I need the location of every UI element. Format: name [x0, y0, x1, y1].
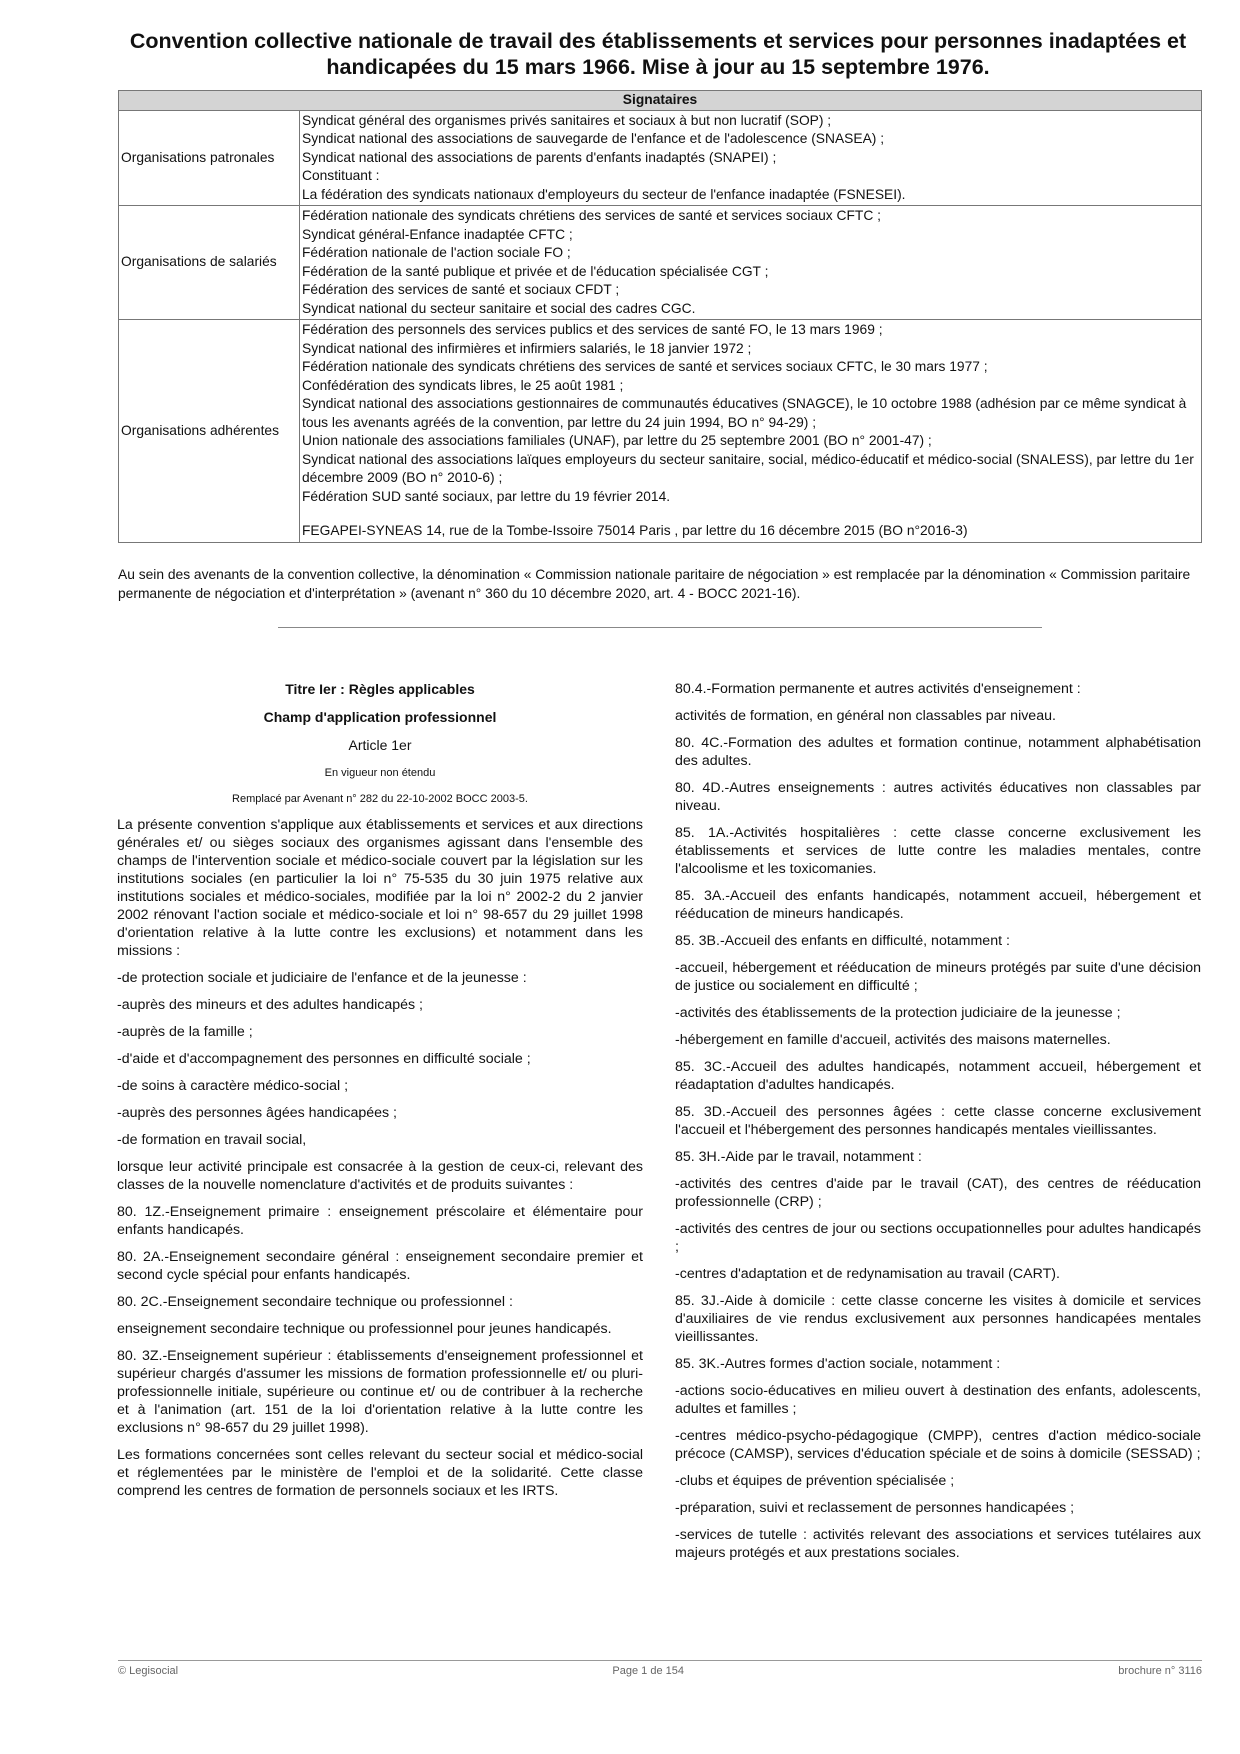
paragraph: 80. 3Z.-Enseignement supérieur : établissements d'enseignement professionnel et supérieur chargés d'assumer les missions de formation professionnelle et/ ou pluri-professionnelle initiale, supérieure ou continue et/ ou de contribuer à la recherche et à l'animation (art. 151 de la loi d'orientation relative à la lutte contre les exclusions n° 98-657 du 29 juillet 1998).	[117, 1348, 643, 1436]
paragraph: -activités des centres d'aide par le travail (CAT), des centres de rééducation professionnelle (CRP) ;	[675, 1176, 1201, 1210]
paragraph: -centres médico-psycho-pédagogique (CMPP), centres d'action médico-sociale précoce (CAMSP), services d'éducation spéciale et de soins à domicile (SESSAD) ;	[675, 1428, 1201, 1462]
role-cell: Organisations de salariés	[119, 206, 300, 320]
footer-brochure: brochure n° 3116	[1118, 1665, 1202, 1677]
page-footer	[118, 1660, 1202, 1677]
list-item: Syndicat national des associations de parents d'enfants inadaptés (SNAPEI) ;	[302, 149, 777, 165]
paragraph: -de protection sociale et judiciaire de l'enfance et de la jeunesse :	[117, 970, 527, 986]
paragraph: 85. 3B.-Accueil des enfants en difficulté, notamment :	[675, 933, 1010, 949]
paragraph: 80. 1Z.-Enseignement primaire : enseignement préscolaire et élémentaire pour enfants handicapés.	[117, 1204, 643, 1238]
footer-page-number: Page 1 de 154	[612, 1665, 684, 1677]
list-item: Fédération nationale de l'action sociale FO ;	[302, 245, 571, 260]
signataires-header: Signataires	[119, 91, 1202, 111]
paragraph: 85. 3A.-Accueil des enfants handicapés, notamment accueil, hébergement et rééducation de mineurs handicapés.	[675, 888, 1201, 922]
signatories-list	[300, 206, 1202, 320]
paragraph: Les formations concernées sont celles relevant du secteur social et médico-social et réglementées par le ministère de l'emploi et de la solidarité. Cette classe comprend les centres de formation de personnels sociaux et les IRTS.	[117, 1447, 643, 1499]
article-replaced-note: Remplacé par Avenant n° 282 du 22-10-2002 BOCC 2003-5.	[232, 793, 528, 805]
note-paragraph: Au sein des avenants de la convention collective, la dénomination « Commission nationale paritaire de négociation » est remplacée par la dénomination « Commission paritaire permanente de négociation et d'interprétation » (avenant n° 360 du 10 décembre 2020, art. 4 - BOCC 2021-16).	[118, 567, 1191, 601]
paragraph: -de formation en travail social,	[117, 1132, 307, 1148]
paragraph: -hébergement en famille d'accueil, activités des maisons maternelles.	[675, 1032, 1111, 1048]
paragraph: La présente convention s'applique aux établissements et services et aux directions générales et/ ou sièges sociaux des organismes agissant dans l'ensemble des champs de l'intervention sociale et médico-sociale couvert par la législation sur les institutions sociales (en particulier la loi n° 75-535 du 30 juin 1975 relative aux institutions sociales et médico-sociales, modifiée par la loi n° 2002-2 du 2 janvier 2002 rénovant l'action sociale et médico-sociale et loi n° 98-657 du 29 juillet 1998 d'orientation relative à la lutte contre les exclusions) et notamment dans les missions :	[117, 817, 643, 959]
paragraph: activités de formation, en général non classables par niveau.	[675, 708, 1056, 724]
list-item: Fédération de la santé publique et privée et de l'éducation spécialisée CGT ;	[302, 263, 769, 279]
paragraph: -préparation, suivi et reclassement de personnes handicapées ;	[675, 1500, 1075, 1516]
paragraph: -de soins à caractère médico-social ;	[117, 1078, 349, 1094]
list-item: Syndicat général-Enfance inadaptée CFTC ;	[302, 226, 573, 242]
paragraph: -accueil, hébergement et rééducation de mineurs protégés par suite d'une décision de justice ou socialement en difficulté ;	[675, 960, 1201, 994]
list-item: Constituant :	[302, 168, 380, 183]
signatories-list	[300, 110, 1202, 206]
paragraph: lorsque leur activité principale est consacrée à la gestion de ceux-ci, relevant des classes de la nouvelle nomenclature d'activités et de produits suivantes :	[117, 1159, 643, 1193]
paragraph: -auprès des mineurs et des adultes handicapés ;	[117, 997, 424, 1013]
paragraph: -d'aide et d'accompagnement des personnes en difficulté sociale ;	[117, 1051, 531, 1067]
list-item: Fédération nationale des syndicats chrétiens des services de santé et services sociaux CFTC ;	[302, 208, 881, 223]
paragraph: 85. 3C.-Accueil des adultes handicapés, notamment accueil, hébergement et réadaptation d'adultes handicapés.	[675, 1059, 1201, 1093]
list-item: Fédération des services de santé et sociaux CFDT ;	[302, 282, 620, 297]
list-item: Fédération des personnels des services publics et des services de santé FO, le 13 mars 1969 ;	[302, 322, 883, 337]
paragraph: -activités des établissements de la protection judiciaire de la jeunesse ;	[675, 1005, 1121, 1021]
divider	[278, 627, 1042, 628]
signataires-table	[118, 90, 1202, 543]
paragraph: -services de tutelle : activités relevant des associations et services tutélaires aux majeurs protégés et aux prestations sociales.	[675, 1527, 1201, 1561]
paragraph: 85. 1A.-Activités hospitalières : cette classe concerne exclusivement les établissements et services de lutte contre les maladies mentales, contre l'alcoolisme et les toxicomanies.	[675, 825, 1201, 877]
paragraph: 85. 3J.-Aide à domicile : cette classe concerne les visites à domicile et services d'auxiliaires de vie rendus exclusivement aux personnes handicapées mentales vieillissantes.	[675, 1293, 1201, 1345]
paragraph: 80. 2C.-Enseignement secondaire technique ou professionnel :	[117, 1294, 513, 1310]
paragraph: enseignement secondaire technique ou professionnel pour jeunes handicapés.	[117, 1321, 612, 1337]
paragraph: 80.4.-Formation permanente et autres activités d'enseignement :	[675, 681, 1081, 697]
article-heading: Article 1er	[348, 737, 412, 753]
list-item: Confédération des syndicats libres, le 25 août 1981 ;	[302, 377, 624, 393]
document-title: Convention collective nationale de travail des établissements et services pour personnes inadaptées et handicapées du 15 mars 1966. Mise à jour au 15 septembre 1976.	[129, 29, 1187, 79]
section-title: Titre Ier : Règles applicables	[285, 681, 475, 697]
list-item: Fédération nationale des syndicats chrétiens des services de santé et services sociaux CFTC, le 30 mars 1977 ;	[302, 359, 988, 374]
role-cell: Organisations adhérentes	[119, 320, 300, 543]
role-cell: Organisations patronales	[119, 110, 300, 206]
paragraph: -activités des centres de jour ou sections occupationnelles pour adultes handicapés ;	[675, 1221, 1201, 1255]
paragraph: 85. 3K.-Autres formes d'action sociale, notamment :	[675, 1356, 1001, 1372]
paragraph: -auprès de la famille ;	[117, 1024, 253, 1040]
signatories-list	[300, 320, 1202, 543]
paragraph: 80. 4C.-Formation des adultes et formation continue, notamment alphabétisation des adultes.	[675, 735, 1201, 769]
footer-copyright: © Legisocial	[118, 1665, 179, 1677]
list-item: Syndicat général des organismes privés sanitaires et sociaux à but non lucratif (SOP) ;	[302, 112, 832, 128]
list-item: Syndicat national des associations de sauvegarde de l'enfance et de l'adolescence (SNASEA) ;	[302, 131, 885, 146]
list-item: FEGAPEI-SYNEAS 14, rue de la Tombe-Issoire 75014 Paris , par lettre du 16 décembre 2015 (BO n°2016-3)	[302, 523, 968, 538]
table-row	[119, 320, 1202, 543]
paragraph: -auprès des personnes âgées handicapées ;	[117, 1105, 398, 1121]
list-item: Syndicat national du secteur sanitaire et social des cadres CGC.	[302, 300, 696, 316]
table-row	[119, 110, 1202, 206]
paragraph: 80. 2A.-Enseignement secondaire général : enseignement secondaire premier et second cycle spécial pour enfants handicapés.	[117, 1249, 643, 1283]
paragraph: 85. 3D.-Accueil des personnes âgées : cette classe concerne exclusivement l'accueil et l'hébergement des personnes handicapés mentales vieillissantes.	[675, 1104, 1201, 1138]
list-item: Fédération SUD santé sociaux, par lettre du 19 février 2014.	[302, 488, 671, 504]
list-item: Syndicat national des associations laïques employeurs du secteur sanitaire, social, médico-éducatif et médico-social (SNALESS), par lettre du 1er décembre 2009 (BO n° 2010-6) ;	[302, 451, 1194, 485]
section-subtitle: Champ d'application professionnel	[263, 709, 497, 725]
list-item: Union nationale des associations familiales (UNAF), par lettre du 25 septembre 2001 (BO n° 2001-47) ;	[302, 433, 932, 448]
list-item: Syndicat national des infirmières et infirmiers salariés, le 18 janvier 1972 ;	[302, 340, 752, 356]
paragraph: -clubs et équipes de prévention spécialisée ;	[675, 1473, 955, 1489]
paragraph: -centres d'adaptation et de redynamisation au travail (CART).	[675, 1266, 1060, 1282]
paragraph: 85. 3H.-Aide par le travail, notamment :	[675, 1149, 922, 1165]
list-item: Syndicat national des associations gestionnaires de communautés éducatives (SNAGCE), le 10 octobre 1988 (adhésion par ce même syndicat à tous les avenants agréés de la convention, par lettre du 24 juin 1994, BO n° 94-29) ;	[302, 396, 1187, 430]
article-status: En vigueur non étendu	[324, 767, 436, 779]
list-item: La fédération des syndicats nationaux d'employeurs du secteur de l'enfance inadaptée (FSNESEI).	[302, 186, 906, 202]
left-column	[117, 680, 643, 1509]
right-column	[675, 680, 1201, 1571]
paragraph: 80. 4D.-Autres enseignements : autres activités éducatives non classables par niveau.	[675, 780, 1201, 814]
table-row	[119, 206, 1202, 320]
paragraph: -actions socio-éducatives en milieu ouvert à destination des enfants, adolescents, adultes et familles ;	[675, 1383, 1201, 1417]
